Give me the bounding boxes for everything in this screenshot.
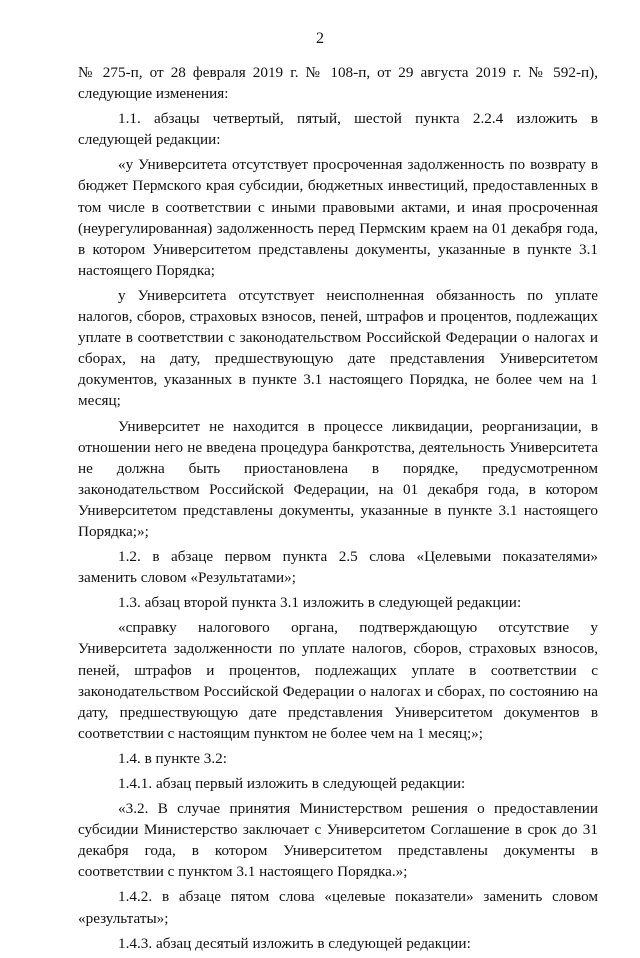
paragraph-quote-debt: «у Университета отсутствует просроченная задолженность по возврату в бюджет Пермского края субсидии, бюджетных инвестиций, предоставленных в том числе в соответствии с иными правовыми актами, и иная просроченная (неурегулированная) задолженность перед Пермским краем на 01 декабря года, в котором Университетом представлены документы, указанные в пункте 3.1 настоящего Порядка; (78, 156, 598, 279)
page-number: 2 (316, 30, 324, 47)
paragraph-continuation: № 275-п, от 28 февраля 2019 г. № 108-п, от 29 августа 2019 г. № 592-п), следующие изменения: (78, 64, 598, 103)
paragraph-item-1-4-3: 1.4.3. абзац десятый изложить в следующей редакции: (118, 934, 471, 952)
paragraph-item-1-3: 1.3. абзац второй пункта 3.1 изложить в следующей редакции: (118, 594, 522, 612)
paragraph-item-1-1: 1.1. абзацы четвертый, пятый, шестой пункта 2.2.4 изложить в следующей редакции: (78, 110, 598, 149)
paragraph-quote-3-2: «3.2. В случае принятия Министерством решения о предоставлении субсидии Министерство заключает с Университетом Соглашение в срок до 31 декабря года, в котором Университетом представлены документы в соответствии с пунктом 3.1 настоящего Порядка.»; (78, 800, 598, 881)
paragraph-item-1-4-1: 1.4.1. абзац первый изложить в следующей редакции: (118, 775, 466, 792)
paragraph-quote-taxes: у Университета отсутствует неисполненная обязанность по уплате налогов, сборов, страховых взносов, пеней, штрафов и процентов, подлежащих уплате в соответствии с законодательством Российской Федерации о налогах и сборах, на дату, предшествующую дате представления Университетом документов, указанных в пункте 3.1 настоящего Порядка, не более чем на 1 месяц; (78, 286, 598, 410)
paragraph-item-1-4-2: 1.4.2. в абзаце пятом слова «целевые показатели» заменить словом «результаты»; (78, 888, 598, 927)
paragraph-item-1-2: 1.2. в абзаце первом пункта 2.5 слова «Целевыми показателями» заменить словом «Результатами»; (78, 548, 598, 587)
paragraph-item-1-4: 1.4. в пункте 3.2: (118, 749, 227, 767)
paragraph-quote-liquidation: Университет не находится в процессе ликвидации, реорганизации, в отношении него не введена процедура банкротства, деятельность Университета не должна быть приостановлена в порядке, предусмотренном законодательством Российской Федерации, на 01 декабря года, в котором Университетом представлены документы, указанные в пункте 3.1 настоящего Порядка;»; (78, 417, 598, 540)
document-body (78, 62, 598, 958)
paragraph-quote-certificate: «справку налогового органа, подтверждающую отсутствие у Университета задолженности по уплате налогов, сборов, страховых взносов, пеней, штрафов и процентов, подлежащих уплате в соответствии с законодательством Российской Федерации о налогах и сборах, по состоянию на дату, предшествующую дате представления Университетом документов в соответствии с настоящим пунктом не более чем на 1 месяц;»; (78, 619, 598, 742)
